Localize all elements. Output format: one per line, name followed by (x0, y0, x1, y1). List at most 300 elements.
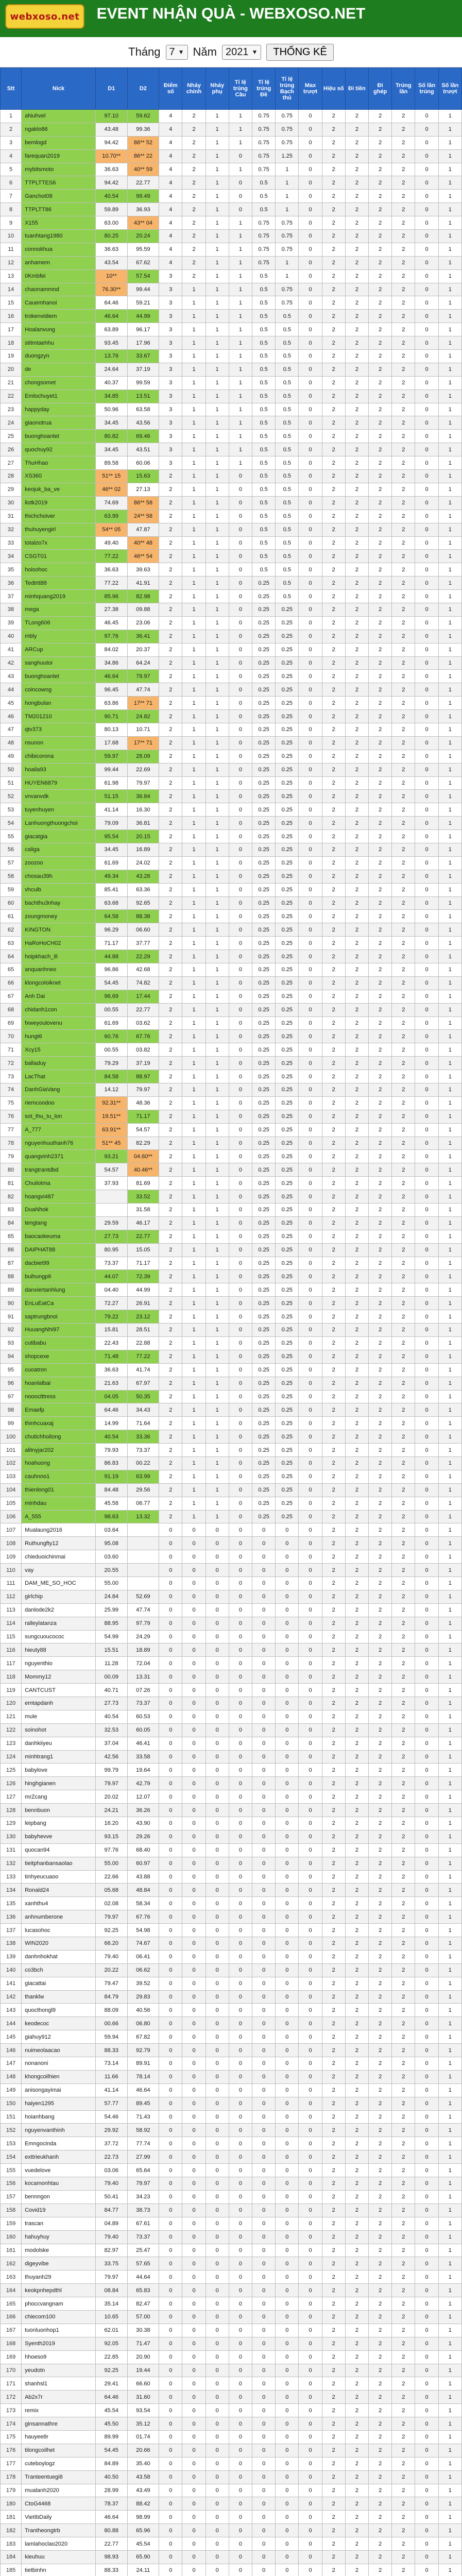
table-cell: 2 (369, 670, 392, 683)
player-nick[interactable]: thinhcuaxaj (22, 1417, 96, 1430)
table-cell: 1 (206, 910, 229, 923)
player-nick[interactable]: minhtrang1 (22, 1750, 96, 1764)
table-cell: 3 (159, 456, 182, 470)
player-nick[interactable]: tinhyeucuaoo (22, 1870, 96, 1884)
table-cell: 2 (345, 550, 368, 563)
table-cell: 1 (438, 523, 461, 536)
table-cell: 28.51 (127, 1324, 159, 1337)
player-nick[interactable]: X155 (22, 216, 96, 230)
column-header: Tỉ lệ trúng Bạch thủ (276, 68, 299, 110)
table-cell: 2 (369, 2164, 392, 2177)
player-nick[interactable]: remix (22, 2404, 96, 2417)
player-nick[interactable]: nsunon (22, 736, 96, 750)
table-cell: 0 (415, 1910, 438, 1924)
player-nick[interactable]: hongbulan (22, 697, 96, 710)
table-cell: 0 (229, 1177, 252, 1190)
player-nick[interactable]: sanghuutoi (22, 656, 96, 670)
table-cell: 2 (392, 803, 415, 817)
player-nick[interactable]: ARCup (22, 643, 96, 656)
table-cell: 2 (392, 2110, 415, 2124)
table-cell: 2 (159, 817, 182, 830)
player-nick[interactable]: Emngocinda (22, 2137, 96, 2150)
table-cell: 1 (438, 2497, 461, 2511)
table-cell: 2 (345, 790, 368, 803)
table-cell: 15.51 (95, 1643, 127, 1657)
player-nick[interactable]: mybitsmoto (22, 163, 96, 176)
player-nick[interactable]: phoccvangnam (22, 2297, 96, 2311)
player-nick[interactable]: hauyee8r (22, 2430, 96, 2444)
player-nick[interactable]: buonghoanlet (22, 670, 96, 683)
player-nick[interactable]: A_555 (22, 1510, 96, 1523)
table-cell: 0 (229, 1843, 252, 1857)
table-cell: 2 (322, 123, 345, 136)
player-nick[interactable]: giacattai (22, 1977, 96, 1990)
player-nick[interactable]: Ronald24 (22, 1884, 96, 1897)
player-nick[interactable]: de (22, 363, 96, 376)
player-nick[interactable]: noooctttress (22, 1390, 96, 1403)
player-nick[interactable]: TTPLTTES6 (22, 176, 96, 190)
player-nick[interactable]: Xcy15 (22, 1043, 96, 1057)
player-nick[interactable]: thuyanh29 (22, 2270, 96, 2284)
player-nick[interactable]: trokenvidiem (22, 310, 96, 323)
player-nick[interactable]: khongcoilhien (22, 2070, 96, 2083)
player-nick[interactable]: cuteboylogz (22, 2457, 96, 2470)
table-cell: 2 (369, 1336, 392, 1350)
player-nick[interactable]: yeudotn (22, 2364, 96, 2377)
player-nick[interactable]: chiecom100 (22, 2310, 96, 2324)
site-logo[interactable]: webxoso.net (5, 4, 84, 29)
player-nick[interactable]: zoozoo (22, 856, 96, 870)
player-nick[interactable]: qtv373 (22, 723, 96, 736)
player-nick[interactable]: caliga (22, 843, 96, 856)
player-nick[interactable]: hoangvi487 (22, 1190, 96, 1204)
player-nick[interactable]: hinghgianen (22, 1777, 96, 1790)
table-cell: 0 (299, 603, 322, 616)
player-nick[interactable]: nguyenvanthinh (22, 2124, 96, 2137)
player-nick[interactable]: kieuhuu (22, 2550, 96, 2564)
stats-submit-button[interactable]: THỐNG KÊ (266, 44, 333, 61)
player-nick[interactable]: giahuy912 (22, 2030, 96, 2044)
table-cell: 1 (182, 456, 206, 470)
player-nick[interactable]: haiyen1295 (22, 2097, 96, 2110)
row-index: 64 (1, 950, 22, 963)
player-nick[interactable]: vhcuib (22, 883, 96, 896)
table-cell: 0.25 (276, 1483, 299, 1497)
player-nick[interactable]: liotk2019 (22, 496, 96, 510)
player-nick[interactable]: 0Kmbfei (22, 269, 96, 283)
player-nick[interactable]: nuimeolaacao (22, 2044, 96, 2057)
table-cell: 34.85 (95, 389, 127, 403)
table-row (1, 336, 462, 350)
player-nick[interactable]: tilongcoilhet (22, 2444, 96, 2457)
table-cell: 1 (438, 1096, 461, 1110)
player-nick[interactable]: bemlogd (22, 136, 96, 149)
player-nick[interactable]: happyday (22, 403, 96, 416)
player-nick[interactable]: thienlong01 (22, 1483, 96, 1497)
table-cell: 0 (299, 1470, 322, 1483)
player-nick[interactable]: bennbuon (22, 1804, 96, 1817)
player-nick[interactable]: Ganchot08 (22, 190, 96, 203)
table-cell: 0 (159, 1657, 182, 1670)
table-cell: 1 (206, 403, 229, 416)
table-cell: 0 (299, 1083, 322, 1097)
player-nick[interactable]: quochuy92 (22, 443, 96, 456)
player-nick[interactable]: sot_thu_tu_lon (22, 1110, 96, 1123)
player-nick[interactable]: CtoG4468 (22, 2497, 96, 2511)
player-nick[interactable]: HUYEN6879 (22, 776, 96, 790)
player-nick[interactable]: minhdau (22, 1497, 96, 1510)
player-nick[interactable]: danxiertanhlung (22, 1283, 96, 1297)
player-nick[interactable]: chaonammnd (22, 283, 96, 296)
player-nick[interactable]: modolske (22, 2244, 96, 2257)
player-nick[interactable]: vnvanvdk (22, 790, 96, 803)
player-nick[interactable]: babylove (22, 1764, 96, 1777)
player-nick[interactable]: exttrieukhanh (22, 2150, 96, 2164)
player-nick[interactable]: chieduoichinmai (22, 1550, 96, 1564)
table-cell: 2 (369, 1924, 392, 1937)
table-cell: 2 (369, 616, 392, 630)
table-cell: 2 (369, 323, 392, 336)
table-cell: 0 (299, 2511, 322, 2524)
player-nick[interactable]: Hoalanvung (22, 323, 96, 336)
player-nick[interactable]: stitmtaehhu (22, 336, 96, 350)
player-nick[interactable]: anquanhneo (22, 963, 96, 977)
table-cell: 1 (182, 910, 206, 923)
table-cell: 2 (345, 1003, 368, 1016)
table-cell: 0 (415, 910, 438, 923)
table-cell: 2 (322, 403, 345, 416)
player-nick[interactable]: mrZcang (22, 1790, 96, 1804)
player-nick[interactable]: tieitphanbansaolao (22, 1857, 96, 1870)
player-nick[interactable]: chutichhoilong (22, 1430, 96, 1444)
table-cell: 99.36 (127, 123, 159, 136)
table-row (1, 190, 462, 203)
player-nick[interactable]: girlchip (22, 1590, 96, 1603)
player-nick[interactable]: EnLuEatCa (22, 1297, 96, 1310)
player-nick[interactable]: TM201210 (22, 710, 96, 723)
player-nick[interactable]: sungcuoucococ (22, 1630, 96, 1643)
player-nick[interactable]: duongzyn (22, 350, 96, 363)
month-select[interactable] (166, 45, 188, 60)
player-nick[interactable]: ginsannathre (22, 2417, 96, 2431)
player-nick[interactable]: connokhua (22, 243, 96, 256)
player-nick[interactable]: leipbang (22, 1817, 96, 1831)
player-nick[interactable]: saptrungbnoi (22, 1310, 96, 1324)
player-nick[interactable]: DanhGiaVang (22, 1083, 96, 1097)
player-nick[interactable]: nguyenhuuthanh76 (22, 1137, 96, 1150)
table-cell: 0 (229, 950, 252, 963)
player-nick[interactable]: dacbiet99 (22, 1257, 96, 1270)
table-cell: 0.25 (252, 1243, 276, 1257)
player-nick[interactable]: CANTCUST (22, 1684, 96, 1697)
player-nick[interactable]: keojuk_ba_ve (22, 483, 96, 496)
table-cell: 0 (182, 1937, 206, 1951)
player-nick[interactable]: chongsomet (22, 376, 96, 389)
column-header: Nick (22, 68, 96, 110)
player-nick[interactable]: LacThat (22, 1070, 96, 1083)
table-cell: 0 (182, 1670, 206, 1684)
player-nick[interactable]: soinohot (22, 1723, 96, 1737)
player-nick[interactable]: shopcexe (22, 1350, 96, 1363)
player-nick[interactable]: ralleylatanza (22, 1617, 96, 1630)
table-cell: 2 (322, 1870, 345, 1884)
row-index: 135 (1, 1897, 22, 1910)
player-nick[interactable]: hoanlalbai (22, 1377, 96, 1390)
player-nick[interactable]: balladuy (22, 1057, 96, 1070)
player-nick[interactable]: tuyenhuyen (22, 803, 96, 817)
player-nick[interactable]: cutibabu (22, 1336, 96, 1350)
player-nick[interactable]: totalzo7x (22, 536, 96, 550)
player-nick[interactable]: Tedtrtt88 (22, 577, 96, 590)
table-cell: 0 (159, 1697, 182, 1710)
player-nick[interactable]: riemcoodoo (22, 1096, 96, 1110)
player-nick[interactable]: minhquang2019 (22, 590, 96, 603)
table-cell: 22.77 (95, 2537, 127, 2551)
table-cell: 2 (322, 2470, 345, 2484)
player-nick[interactable]: Ab2x7r (22, 2391, 96, 2404)
player-nick[interactable]: KINGTON (22, 923, 96, 937)
player-nick[interactable]: ThuHhao (22, 456, 96, 470)
player-nick[interactable]: WIN2020 (22, 1937, 96, 1951)
player-nick[interactable]: babyhevve (22, 1830, 96, 1843)
player-nick[interactable]: lucasohoc (22, 1924, 96, 1937)
table-cell: 0 (415, 736, 438, 750)
player-nick[interactable]: hungt6 (22, 1030, 96, 1043)
table-cell: 0 (415, 1523, 438, 1537)
player-nick[interactable]: anhamem (22, 256, 96, 269)
player-nick[interactable]: hoisohoc (22, 563, 96, 577)
table-cell: 0 (229, 670, 252, 683)
table-cell: 0.25 (276, 616, 299, 630)
table-cell: 1 (182, 736, 206, 750)
player-nick[interactable]: hhoeso9 (22, 2350, 96, 2364)
player-nick[interactable]: VietIbDaily (22, 2511, 96, 2524)
table-cell: 40** 59 (127, 163, 159, 176)
player-nick[interactable]: hieuty88 (22, 1643, 96, 1657)
table-cell: 2 (392, 1790, 415, 1804)
player-nick[interactable]: DuaNhok (22, 1204, 96, 1217)
player-nick[interactable]: emtapdanh (22, 1697, 96, 1710)
player-nick[interactable]: danlode2k2 (22, 1603, 96, 1617)
player-nick[interactable]: Ruthungfty12 (22, 1537, 96, 1550)
player-nick[interactable]: chosau39h (22, 870, 96, 883)
row-index: 159 (1, 2217, 22, 2230)
table-cell: 0 (299, 2417, 322, 2431)
table-cell: 0 (415, 2444, 438, 2457)
player-nick[interactable]: A_777 (22, 1123, 96, 1137)
player-nick[interactable]: quocan94 (22, 1843, 96, 1857)
table-cell: 1 (438, 736, 461, 750)
table-cell: 2 (392, 2097, 415, 2110)
player-nick[interactable]: shanhsl1 (22, 2377, 96, 2391)
player-nick[interactable]: keokpnhepdthl (22, 2284, 96, 2297)
player-nick[interactable]: chibicorona (22, 750, 96, 763)
table-cell: 0 (415, 1764, 438, 1777)
table-cell: 2 (322, 883, 345, 896)
player-nick[interactable]: XS360 (22, 470, 96, 483)
player-nick[interactable]: Trantheongtrb (22, 2524, 96, 2537)
player-nick[interactable]: giaonotrua (22, 416, 96, 430)
table-cell: 2 (392, 336, 415, 350)
player-nick[interactable]: coincowng (22, 683, 96, 697)
player-nick[interactable]: zoungmoney (22, 910, 96, 923)
table-cell: 1 (206, 1430, 229, 1444)
player-nick[interactable]: vuedelove (22, 2164, 96, 2177)
player-nick[interactable]: hoipkhach_ill (22, 950, 96, 963)
table-cell: 0 (182, 1817, 206, 1831)
player-nick[interactable]: digeyvibe (22, 2257, 96, 2270)
table-cell: 2 (392, 1216, 415, 1230)
player-nick[interactable]: tuonluonhop1 (22, 2324, 96, 2337)
player-nick[interactable]: nonanoni (22, 2057, 96, 2071)
player-nick[interactable]: CSGT01 (22, 550, 96, 563)
table-cell: 2 (159, 1297, 182, 1310)
table-cell: 57.54 (127, 269, 159, 283)
table-cell: 89.58 (95, 456, 127, 470)
player-nick[interactable]: danhnhokhat (22, 1950, 96, 1963)
table-cell: 2 (369, 2404, 392, 2417)
player-nick[interactable]: tietbinhn (22, 2564, 96, 2576)
player-nick[interactable]: bachthu3nhay (22, 896, 96, 910)
player-nick[interactable]: Emlochuyet1 (22, 389, 96, 403)
table-cell: 36.41 (127, 630, 159, 643)
player-nick[interactable]: cauhnno1 (22, 1470, 96, 1483)
player-nick[interactable]: bennngon (22, 2190, 96, 2204)
player-nick[interactable]: ngaklo86 (22, 123, 96, 136)
player-nick[interactable]: giacatgia (22, 830, 96, 843)
player-nick[interactable]: hoaila93 (22, 763, 96, 776)
table-cell: 59.62 (127, 110, 159, 123)
table-cell: 2 (159, 603, 182, 616)
player-nick[interactable]: Mommy12 (22, 1670, 96, 1684)
table-cell: 0 (252, 2310, 276, 2324)
player-nick[interactable]: trascan (22, 2217, 96, 2230)
table-cell: 2 (182, 110, 206, 123)
table-cell: 2 (322, 2377, 345, 2391)
table-cell: 0 (252, 1564, 276, 1577)
table-cell: 1 (438, 750, 461, 763)
table-cell: 0 (182, 2217, 206, 2230)
table-cell: 0 (276, 2470, 299, 2484)
player-nick[interactable]: co3bch (22, 1963, 96, 1977)
player-nick[interactable]: Lanhuongthuongchoi (22, 817, 96, 830)
player-nick[interactable]: hahuyhuy (22, 2230, 96, 2244)
player-nick[interactable]: hoahuong (22, 1456, 96, 1470)
table-cell: 64.46 (95, 2391, 127, 2404)
table-row (1, 1937, 462, 1951)
table-cell: 1 (438, 830, 461, 843)
player-nick[interactable]: DAM_ME_SO_HOC (22, 1577, 96, 1590)
table-cell: 0 (252, 1950, 276, 1963)
table-cell: 2 (392, 1310, 415, 1324)
player-nick[interactable]: quangvinh2371 (22, 1150, 96, 1163)
year-select[interactable] (222, 45, 261, 60)
table-cell: 2 (345, 843, 368, 856)
player-nick[interactable]: thichchoiver (22, 510, 96, 523)
player-nick[interactable]: thanklw (22, 1990, 96, 2004)
player-nick[interactable]: Mualaung2016 (22, 1523, 96, 1537)
player-nick[interactable]: Syenth2019 (22, 2337, 96, 2350)
table-cell: 2 (392, 2164, 415, 2177)
player-nick[interactable]: DAIPHAT88 (22, 1243, 96, 1257)
table-cell: 1 (206, 163, 229, 176)
table-cell: 0 (229, 1750, 252, 1764)
player-nick[interactable]: HaRoHoCH02 (22, 937, 96, 950)
player-nick[interactable]: mule (22, 1710, 96, 1723)
player-nick[interactable]: danhkiiyeu (22, 1737, 96, 1750)
player-nick[interactable]: vay (22, 1564, 96, 1577)
player-nick[interactable]: TLong606 (22, 616, 96, 630)
player-nick[interactable]: anhnumberone (22, 1910, 96, 1924)
player-nick[interactable]: Anh Dai (22, 990, 96, 1003)
player-nick[interactable]: mega (22, 603, 96, 616)
player-nick[interactable]: mualanh2020 (22, 2484, 96, 2497)
table-cell: 0 (415, 656, 438, 670)
player-nick[interactable]: tuanhtang1980 (22, 230, 96, 243)
player-nick[interactable]: thuhuyengirl (22, 523, 96, 536)
player-nick[interactable]: aNuhvel (22, 110, 96, 123)
table-cell: 0.25 (276, 710, 299, 723)
player-nick[interactable]: alitnyjar202 (22, 1444, 96, 1457)
table-cell: 00.66 (95, 2017, 127, 2030)
player-nick[interactable]: Emaefp (22, 1403, 96, 1417)
table-cell: 2 (159, 963, 182, 977)
table-cell: 1 (206, 1003, 229, 1016)
table-cell: 2 (322, 2324, 345, 2337)
table-cell: 73.37 (127, 2230, 159, 2244)
table-cell: 2 (322, 763, 345, 776)
player-nick[interactable]: fxweyoulovenu (22, 1016, 96, 1030)
player-nick[interactable]: chidanh1con (22, 1003, 96, 1016)
player-nick[interactable]: buonghoanlet (22, 430, 96, 443)
player-nick[interactable]: Tranteentuegi8 (22, 2470, 96, 2484)
table-cell: 2 (345, 1110, 368, 1123)
table-cell: 23.06 (127, 616, 159, 630)
player-nick[interactable]: HuuangNhi97 (22, 1324, 96, 1337)
table-cell: 0.5 (252, 496, 276, 510)
player-nick[interactable]: klongcoloiknet (22, 976, 96, 990)
table-cell: 0 (159, 2337, 182, 2350)
table-cell: 2 (345, 2310, 368, 2324)
player-nick[interactable]: Covid19 (22, 2204, 96, 2217)
player-nick[interactable]: cuoatron (22, 1363, 96, 1377)
table-cell: 34.86 (95, 656, 127, 670)
table-cell: 13.32 (127, 1510, 159, 1523)
table-cell: 0 (299, 1456, 322, 1470)
player-nick[interactable]: keodecoc (22, 2017, 96, 2030)
player-nick[interactable]: baocaokeuma (22, 1230, 96, 1243)
player-nick[interactable]: farequan2019 (22, 149, 96, 163)
player-nick[interactable]: lamlahoclao2020 (22, 2537, 96, 2551)
player-nick[interactable]: mbly (22, 630, 96, 643)
player-nick[interactable]: anisongayimai (22, 2083, 96, 2097)
player-nick[interactable]: hoianhbang (22, 2110, 96, 2124)
player-nick[interactable]: trangtrantdbd (22, 1163, 96, 1177)
player-nick[interactable]: quocthongl9 (22, 2004, 96, 2017)
table-cell: 0 (252, 2537, 276, 2551)
player-nick[interactable]: nguyenthio (22, 1657, 96, 1670)
table-cell: 2 (322, 1550, 345, 1564)
table-cell: 24.02 (127, 856, 159, 870)
player-nick[interactable]: kocamonhtau (22, 2177, 96, 2191)
player-nick[interactable]: xanhthu4 (22, 1897, 96, 1910)
player-nick[interactable]: tengtang (22, 1216, 96, 1230)
player-nick[interactable]: buihungp6 (22, 1270, 96, 1283)
table-cell: 86** 58 (127, 496, 159, 510)
player-nick[interactable]: Cauemhanoi (22, 296, 96, 310)
player-nick[interactable]: TTPLTT86 (22, 203, 96, 216)
player-nick[interactable]: Chuilotma (22, 1177, 96, 1190)
